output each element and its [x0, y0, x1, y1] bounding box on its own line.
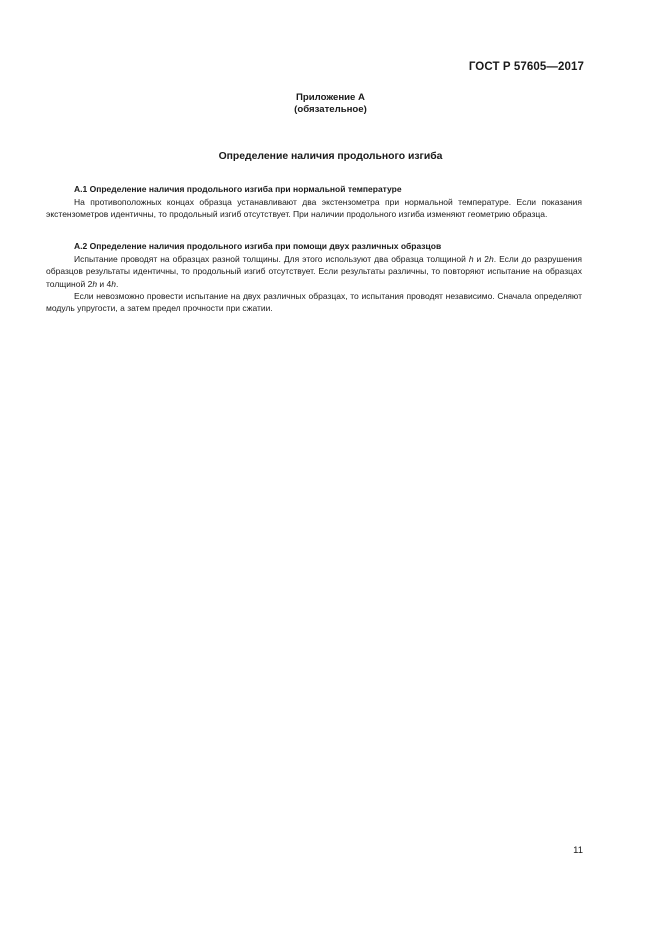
text-run: . [115, 278, 119, 289]
text-run: Испытание проводят на образцах разной толщины. Для этого используют два образца толщиной [74, 254, 469, 265]
section-a2-heading: А.2 Определение наличия продольного изгиба при помощи двух различных образцов [74, 241, 442, 251]
annex-title: Определение наличия продольного изгиба [218, 151, 443, 162]
section-a2-paragraph-2: Если невозможно провести испытание на двух различных образцах, то испытания проводят независимо. Сначала определяют модуль упругости, а затем предел прочности при сжатии. [46, 290, 582, 314]
symbol-h: h [489, 254, 494, 265]
symbol-h: h [92, 278, 98, 289]
symbol-h: h [468, 254, 474, 265]
text-run: и 2 [473, 254, 489, 265]
page-number: 11 [573, 845, 583, 856]
document-code: ГОСТ Р 57605—2017 [468, 61, 584, 73]
section-a1-paragraph: На противоположных концах образца устанавливают два экстензометра при нормальной температуре. Если показания экстензометров идентичны, то продольный изгиб отсутствует. При наличии продольного изгиба изменяют геометрию образца. [46, 197, 582, 220]
text-run: и 4 [97, 278, 112, 289]
section-a2 [46, 240, 582, 314]
section-a2-paragraph-1 [46, 253, 582, 290]
symbol-h: h [111, 278, 116, 289]
section-a1 [46, 183, 582, 221]
annex-status: (обязательное) [294, 104, 367, 115]
text-run: . Если до разрушения образцов результаты идентичны, то продольный изгиб отсутствует. Если результаты различны, то повторяют испытание на образцах толщиной 2 [46, 254, 582, 289]
annex-heading [0, 92, 661, 116]
annex-label: Приложение А [296, 92, 365, 103]
section-a1-heading: А.1 Определение наличия продольного изгиба при нормальной температуре [74, 184, 402, 194]
